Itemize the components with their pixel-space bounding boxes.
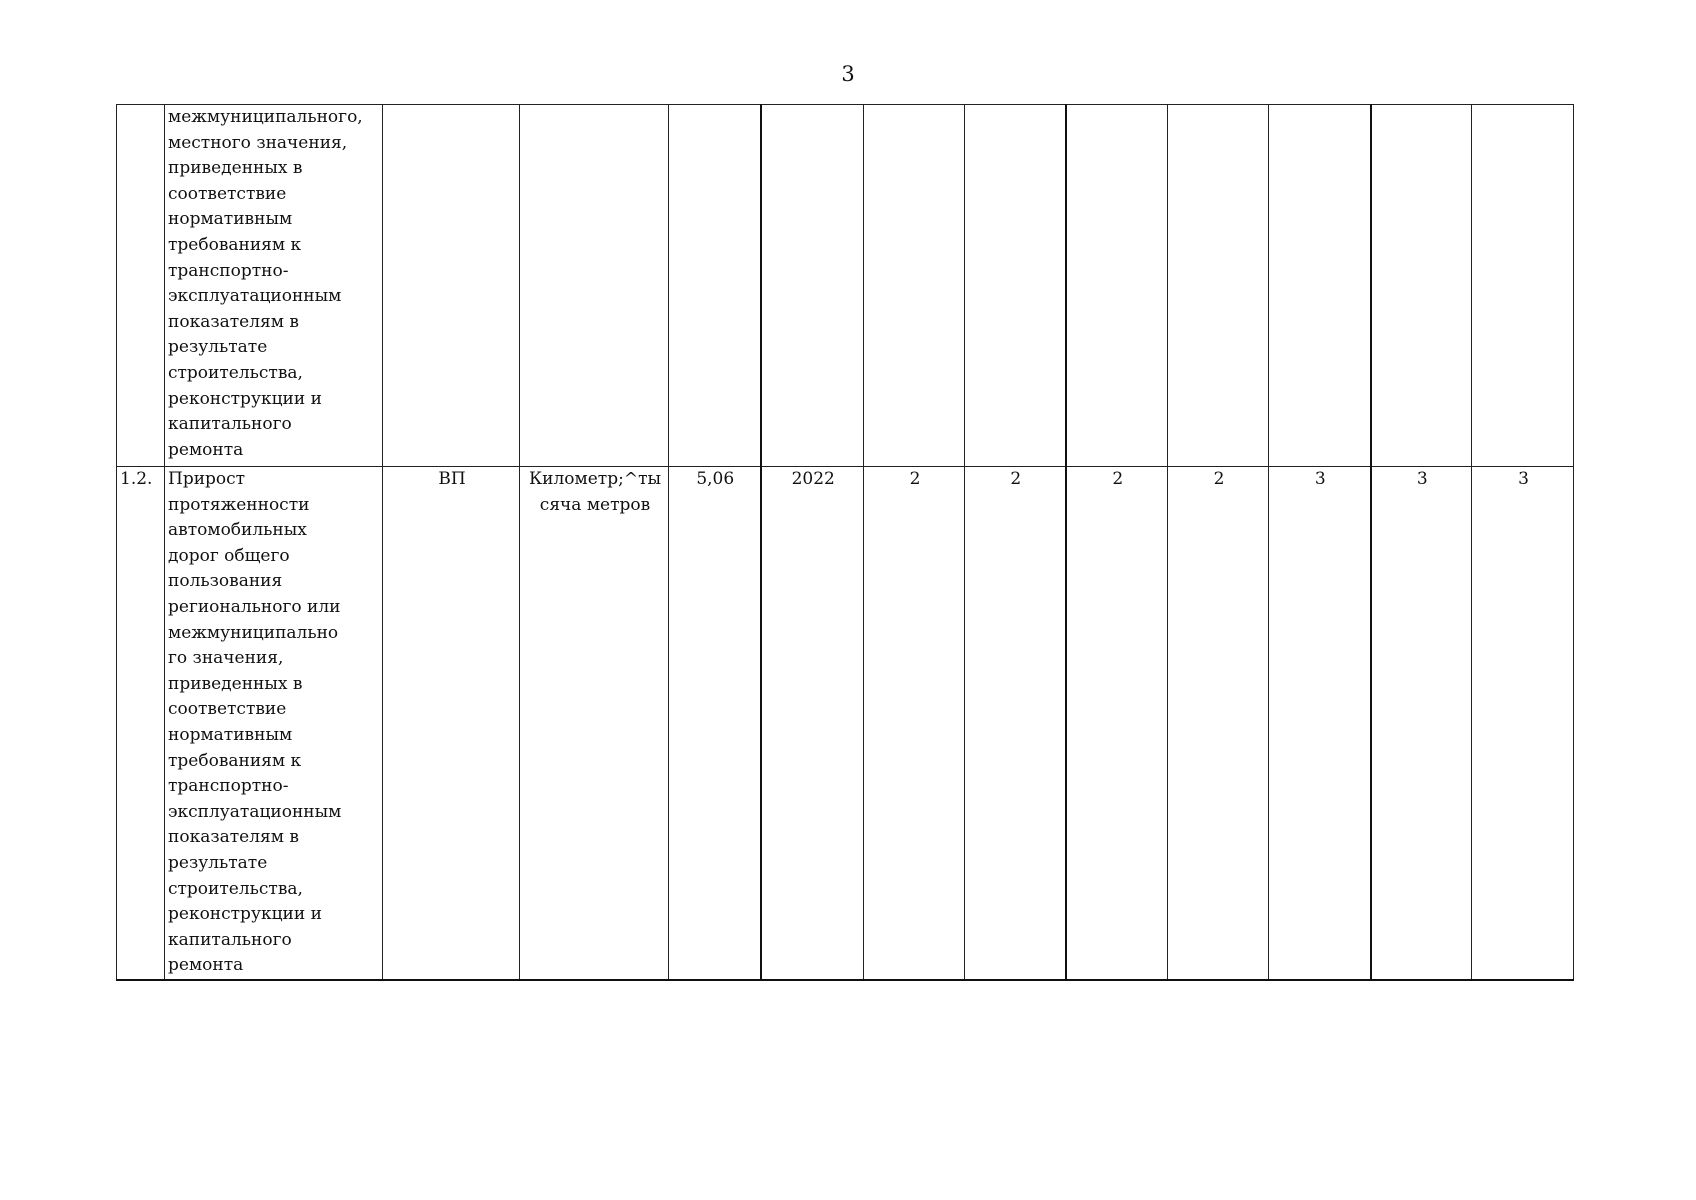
indicator-name: межмуниципального, местного значения, приведенных в соответствие нормативным требованиям к транспортно- эксплуатационным показателям в результате строительства, реконструкции и капитального ремонта <box>165 105 383 467</box>
year-value: 2 <box>864 467 965 980</box>
base-year: 2022 <box>761 467 864 980</box>
year-value: 2 <box>1168 467 1269 980</box>
indicator-name: Прирост протяженности автомобильных дорог общего пользования регионального или межмуниципально го значения, приведенных в соответствие нормативным требованиям к транспортно- эксплуатационным показателям в результате строительства, реконструкции и капитального ремонта <box>165 467 383 980</box>
table-row <box>117 105 1574 467</box>
row-number <box>117 105 165 467</box>
table-row <box>117 467 1574 980</box>
year-value <box>965 105 1066 467</box>
base-value <box>669 105 761 467</box>
year-value: 3 <box>1472 467 1574 980</box>
base-year <box>761 105 864 467</box>
year-value <box>1269 105 1371 467</box>
unit-of-measure: Километр;^ты сяча метров <box>520 467 669 980</box>
unit-of-measure <box>520 105 669 467</box>
indicator-table <box>116 104 1574 981</box>
indicator-type <box>383 105 520 467</box>
year-value <box>1066 105 1168 467</box>
year-value: 3 <box>1371 467 1472 980</box>
year-value: 3 <box>1269 467 1371 980</box>
year-value: 2 <box>965 467 1066 980</box>
year-value <box>1371 105 1472 467</box>
page-number: 3 <box>841 62 855 86</box>
indicator-type: ВП <box>383 467 520 980</box>
year-value <box>1168 105 1269 467</box>
year-value: 2 <box>1066 467 1168 980</box>
base-value: 5,06 <box>669 467 761 980</box>
year-value <box>1472 105 1574 467</box>
year-value <box>864 105 965 467</box>
row-number: 1.2. <box>117 467 165 980</box>
